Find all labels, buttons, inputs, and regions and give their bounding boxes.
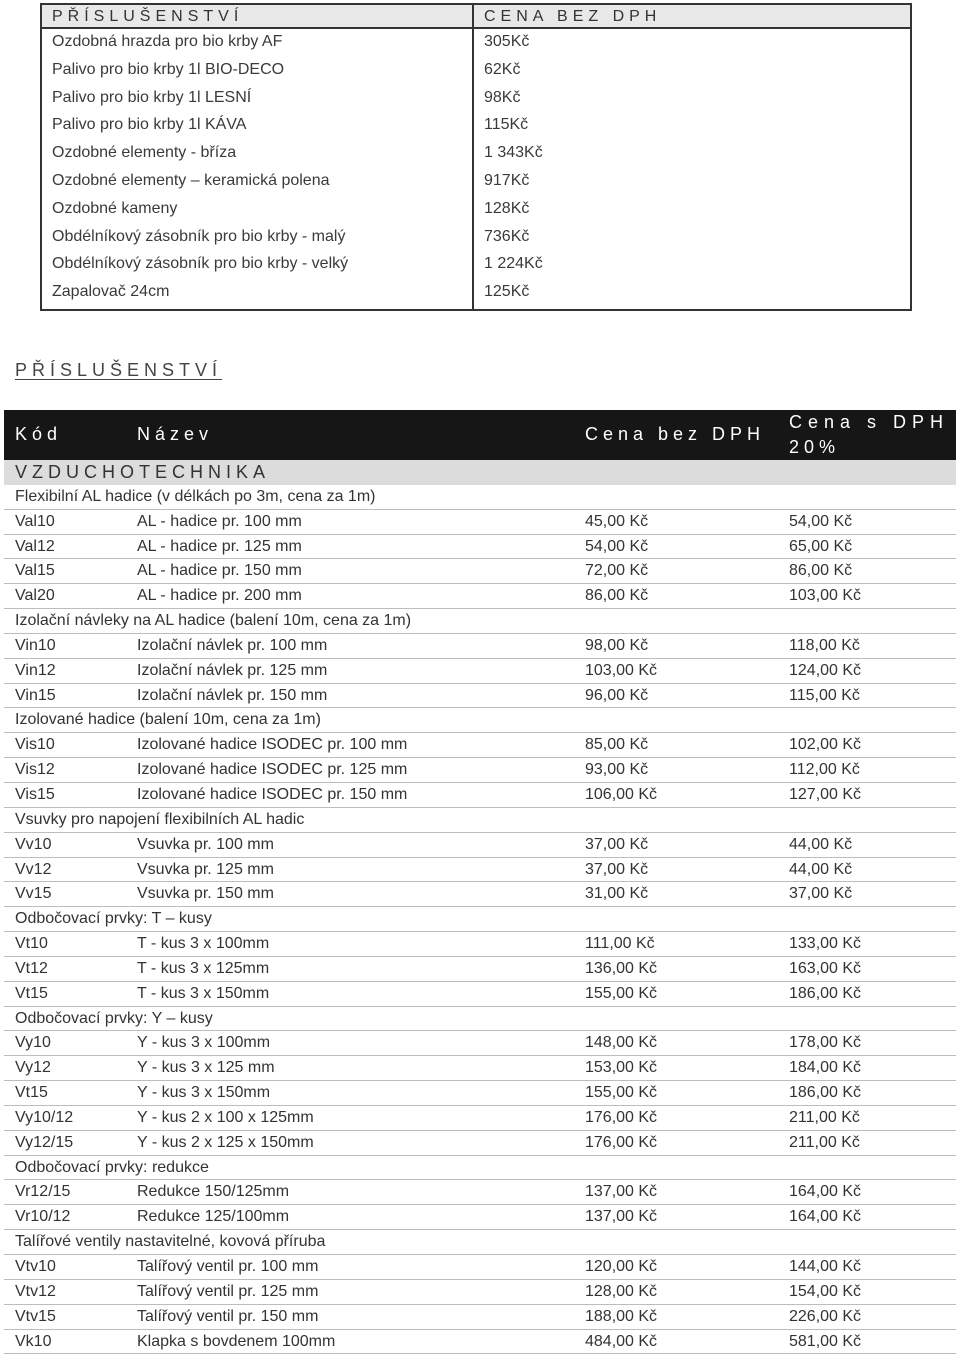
item-name: Redukce 150/125mm bbox=[137, 1183, 290, 1201]
ventilation-price-table bbox=[4, 410, 956, 1354]
item-name: Ozdobná hrazda pro bio krby AF bbox=[41, 28, 473, 57]
item-name: Y - kus 3 x 150mm bbox=[137, 1084, 271, 1102]
item-price: 1 343Kč bbox=[473, 140, 911, 168]
header-accessory: PŘÍSLUŠENSTVÍ bbox=[41, 4, 473, 28]
item-code: Vv15 bbox=[15, 885, 52, 903]
group-title: Izolační návleky na AL hadice (balení 10m, cena za 1m) bbox=[15, 612, 412, 630]
item-name: Izolační návlek pr. 100 mm bbox=[137, 636, 328, 654]
table-row bbox=[4, 783, 956, 808]
price-with-vat: 211,00 Kč bbox=[789, 1133, 860, 1151]
price-no-vat: 85,00 Kč bbox=[585, 736, 649, 754]
group-title-row bbox=[4, 708, 956, 733]
price-no-vat: 176,00 Kč bbox=[585, 1108, 658, 1126]
price-no-vat: 45,00 Kč bbox=[585, 512, 649, 530]
item-name: T - kus 3 x 100mm bbox=[137, 935, 270, 953]
item-price: 115Kč bbox=[473, 112, 911, 140]
table-row bbox=[4, 684, 956, 709]
header-code: Kód bbox=[15, 424, 63, 444]
item-name: Vsuvka pr. 100 mm bbox=[137, 835, 274, 853]
item-name: Palivo pro bio krby 1l BIO-DECO bbox=[41, 57, 473, 85]
table-row bbox=[4, 1180, 956, 1205]
price-no-vat: 37,00 Kč bbox=[585, 835, 649, 853]
item-price: 128Kč bbox=[473, 196, 911, 224]
group-title-row bbox=[4, 808, 956, 833]
price-no-vat: 93,00 Kč bbox=[585, 761, 649, 779]
table-row bbox=[4, 510, 956, 535]
table-row bbox=[41, 57, 911, 85]
table-row bbox=[4, 1255, 956, 1280]
item-name: Palivo pro bio krby 1l KÁVA bbox=[41, 112, 473, 140]
header-price-vat: Cena s DPH bbox=[789, 412, 950, 432]
price-with-vat: 44,00 Kč bbox=[789, 835, 853, 853]
table-row bbox=[4, 833, 956, 858]
price-with-vat: 127,00 Kč bbox=[789, 785, 862, 803]
item-code: Vis12 bbox=[15, 761, 55, 779]
price-with-vat: 54,00 Kč bbox=[789, 512, 853, 530]
item-name: Vsuvka pr. 125 mm bbox=[137, 860, 274, 878]
table-row bbox=[4, 932, 956, 957]
price-no-vat: 176,00 Kč bbox=[585, 1133, 658, 1151]
group-title: Odbočovací prvky: Y – kusy bbox=[15, 1009, 213, 1027]
item-name: AL - hadice pr. 125 mm bbox=[137, 537, 302, 555]
price-no-vat: 153,00 Kč bbox=[585, 1059, 658, 1077]
item-code: Vv10 bbox=[15, 835, 52, 853]
item-name: Izolační návlek pr. 150 mm bbox=[137, 686, 328, 704]
table-row bbox=[4, 858, 956, 883]
table-row bbox=[41, 279, 911, 310]
table-row bbox=[41, 168, 911, 196]
item-name: AL - hadice pr. 100 mm bbox=[137, 512, 302, 530]
header-name: Název bbox=[137, 424, 214, 444]
price-with-vat: 186,00 Kč bbox=[789, 1084, 862, 1102]
item-code: Vt12 bbox=[15, 959, 48, 977]
item-name: Palivo pro bio krby 1l LESNÍ bbox=[41, 85, 473, 113]
item-name: Ozdobné elementy - bříza bbox=[41, 140, 473, 168]
accessories-price-table bbox=[40, 3, 912, 311]
category-row bbox=[4, 460, 956, 485]
item-code: Vk10 bbox=[15, 1332, 52, 1350]
group-title: Odbočovací prvky: redukce bbox=[15, 1158, 209, 1176]
price-with-vat: 115,00 Kč bbox=[789, 686, 860, 704]
item-name: T - kus 3 x 150mm bbox=[137, 984, 270, 1002]
table-row bbox=[41, 85, 911, 113]
table-row bbox=[4, 1131, 956, 1156]
table-row bbox=[4, 1305, 956, 1330]
table-row bbox=[4, 659, 956, 684]
price-no-vat: 155,00 Kč bbox=[585, 1084, 658, 1102]
price-with-vat: 226,00 Kč bbox=[789, 1307, 862, 1325]
price-with-vat: 211,00 Kč bbox=[789, 1108, 860, 1126]
table-row bbox=[41, 196, 911, 224]
item-name: Talířový ventil pr. 125 mm bbox=[137, 1282, 319, 1300]
item-name: Redukce 125/100mm bbox=[137, 1208, 290, 1226]
table-row bbox=[4, 1056, 956, 1081]
item-name: Vsuvka pr. 150 mm bbox=[137, 885, 274, 903]
table-row bbox=[4, 1330, 956, 1355]
price-no-vat: 86,00 Kč bbox=[585, 587, 649, 605]
price-with-vat: 581,00 Kč bbox=[789, 1332, 862, 1350]
table-row bbox=[4, 559, 956, 584]
price-no-vat: 148,00 Kč bbox=[585, 1034, 658, 1052]
table-row bbox=[4, 584, 956, 609]
item-name: AL - hadice pr. 200 mm bbox=[137, 587, 302, 605]
item-name: Ozdobné elementy – keramická polena bbox=[41, 168, 473, 196]
item-code: Val15 bbox=[15, 562, 55, 580]
item-code: Val20 bbox=[15, 587, 55, 605]
item-price: 1 224Kč bbox=[473, 251, 911, 279]
group-title: Flexibilní AL hadice (v délkách po 3m, cena za 1m) bbox=[15, 487, 376, 505]
item-name: Izolované hadice ISODEC pr. 100 mm bbox=[137, 736, 408, 754]
price-no-vat: 120,00 Kč bbox=[585, 1258, 658, 1275]
table-header bbox=[4, 410, 956, 460]
item-name: Klapka s bovdenem 100mm bbox=[137, 1332, 336, 1350]
table-row bbox=[4, 758, 956, 783]
price-with-vat: 86,00 Kč bbox=[789, 562, 853, 580]
item-code: Vis15 bbox=[15, 785, 55, 803]
item-name: Y - kus 2 x 100 x 125mm bbox=[137, 1108, 314, 1126]
item-code: Vy12 bbox=[15, 1059, 51, 1077]
table-row bbox=[4, 535, 956, 560]
group-title-row bbox=[4, 907, 956, 932]
item-name: Zapalovač 24cm bbox=[41, 279, 473, 310]
table-row bbox=[41, 251, 911, 279]
price-with-vat: 184,00 Kč bbox=[789, 1059, 862, 1077]
item-code: Vtv12 bbox=[15, 1282, 56, 1300]
item-name: Talířový ventil pr. 150 mm bbox=[137, 1307, 319, 1325]
price-with-vat: 65,00 Kč bbox=[789, 537, 853, 555]
price-with-vat: 154,00 Kč bbox=[789, 1282, 862, 1300]
item-name: Obdélníkový zásobník pro bio krby - velký bbox=[41, 251, 473, 279]
price-with-vat: 164,00 Kč bbox=[789, 1183, 862, 1201]
table-row bbox=[4, 1081, 956, 1106]
item-name: Talířový ventil pr. 100 mm bbox=[137, 1258, 319, 1275]
price-no-vat: 111,00 Kč bbox=[585, 935, 655, 953]
item-code: Vin10 bbox=[15, 636, 56, 654]
group-title-row bbox=[4, 485, 956, 510]
item-code: Vr12/15 bbox=[15, 1183, 71, 1201]
price-no-vat: 136,00 Kč bbox=[585, 959, 658, 977]
item-code: Vt10 bbox=[15, 935, 48, 953]
price-no-vat: 155,00 Kč bbox=[585, 984, 658, 1002]
price-with-vat: 133,00 Kč bbox=[789, 935, 862, 953]
item-code: Vin15 bbox=[15, 686, 56, 704]
item-code: Vis10 bbox=[15, 736, 55, 754]
table-row bbox=[41, 224, 911, 252]
item-name: Izolační návlek pr. 125 mm bbox=[137, 661, 328, 679]
item-code: Vtv15 bbox=[15, 1307, 56, 1325]
group-title-row bbox=[4, 1156, 956, 1181]
table-row bbox=[4, 957, 956, 982]
table-header bbox=[41, 4, 911, 28]
item-price: 917Kč bbox=[473, 168, 911, 196]
price-no-vat: 128,00 Kč bbox=[585, 1282, 658, 1300]
table-row bbox=[4, 1205, 956, 1230]
item-price: 736Kč bbox=[473, 224, 911, 252]
price-no-vat: 106,00 Kč bbox=[585, 785, 658, 803]
item-name: Y - kus 2 x 125 x 150mm bbox=[137, 1133, 314, 1151]
item-code: Vv12 bbox=[15, 860, 52, 878]
item-price: 125Kč bbox=[473, 279, 911, 310]
item-price: 62Kč bbox=[473, 57, 911, 85]
item-name: Izolované hadice ISODEC pr. 125 mm bbox=[137, 761, 408, 779]
group-title: Talířové ventily nastavitelné, kovová příruba bbox=[15, 1233, 326, 1251]
item-name: T - kus 3 x 125mm bbox=[137, 959, 270, 977]
table-row bbox=[41, 28, 911, 57]
price-no-vat: 484,00 Kč bbox=[585, 1332, 658, 1350]
price-no-vat: 37,00 Kč bbox=[585, 860, 649, 878]
group-title: Izolované hadice (balení 10m, cena za 1m) bbox=[15, 711, 321, 729]
item-code: Vy12/15 bbox=[15, 1133, 74, 1151]
item-price: 305Kč bbox=[473, 28, 911, 57]
price-no-vat: 72,00 Kč bbox=[585, 562, 649, 580]
table-row bbox=[4, 634, 956, 659]
item-name: Ozdobné kameny bbox=[41, 196, 473, 224]
item-price: 98Kč bbox=[473, 85, 911, 113]
price-with-vat: 124,00 Kč bbox=[789, 661, 862, 679]
price-no-vat: 103,00 Kč bbox=[585, 661, 658, 679]
price-with-vat: 102,00 Kč bbox=[789, 736, 862, 754]
item-name: Y - kus 3 x 100mm bbox=[137, 1034, 271, 1052]
table-row bbox=[4, 1031, 956, 1056]
item-code: Vtv10 bbox=[15, 1258, 56, 1275]
price-with-vat: 37,00 Kč bbox=[789, 885, 853, 903]
price-with-vat: 186,00 Kč bbox=[789, 984, 862, 1002]
price-no-vat: 137,00 Kč bbox=[585, 1183, 658, 1201]
price-with-vat: 103,00 Kč bbox=[789, 587, 862, 605]
item-code: Vr10/12 bbox=[15, 1208, 71, 1226]
price-no-vat: 54,00 Kč bbox=[585, 537, 649, 555]
header-price-vat-rate: 20% bbox=[789, 437, 841, 457]
price-no-vat: 188,00 Kč bbox=[585, 1307, 658, 1325]
item-code: Vt15 bbox=[15, 984, 48, 1002]
price-with-vat: 164,00 Kč bbox=[789, 1208, 862, 1226]
item-name: AL - hadice pr. 150 mm bbox=[137, 562, 302, 580]
item-name: Y - kus 3 x 125 mm bbox=[137, 1059, 275, 1077]
item-code: Vin12 bbox=[15, 661, 56, 679]
price-no-vat: 137,00 Kč bbox=[585, 1208, 658, 1226]
price-with-vat: 118,00 Kč bbox=[789, 636, 860, 654]
item-code: Vy10/12 bbox=[15, 1108, 74, 1126]
price-with-vat: 163,00 Kč bbox=[789, 959, 862, 977]
header-price-no-vat: Cena bez DPH bbox=[585, 424, 766, 444]
price-with-vat: 144,00 Kč bbox=[789, 1258, 862, 1275]
group-title: Vsuvky pro napojení flexibilních AL hadic bbox=[15, 810, 305, 828]
table-row bbox=[41, 140, 911, 168]
group-title-row bbox=[4, 1230, 956, 1255]
item-name: Izolované hadice ISODEC pr. 150 mm bbox=[137, 785, 408, 803]
price-no-vat: 96,00 Kč bbox=[585, 686, 649, 704]
price-no-vat: 98,00 Kč bbox=[585, 636, 649, 654]
item-code: Vt15 bbox=[15, 1084, 48, 1102]
price-with-vat: 44,00 Kč bbox=[789, 860, 853, 878]
item-code: Vy10 bbox=[15, 1034, 51, 1052]
section-title: PŘÍSLUŠENSTVÍ bbox=[15, 360, 223, 380]
table-row bbox=[41, 112, 911, 140]
table-row bbox=[4, 733, 956, 758]
group-title-row bbox=[4, 1007, 956, 1032]
header-price: CENA BEZ DPH bbox=[473, 4, 911, 28]
price-with-vat: 178,00 Kč bbox=[789, 1034, 862, 1052]
item-code: Val12 bbox=[15, 537, 55, 555]
group-title-row bbox=[4, 609, 956, 634]
table-row bbox=[4, 882, 956, 907]
item-code: Val10 bbox=[15, 512, 55, 530]
price-with-vat: 112,00 Kč bbox=[789, 761, 860, 779]
table-row bbox=[4, 1106, 956, 1131]
group-title: Odbočovací prvky: T – kusy bbox=[15, 910, 212, 928]
category-label: VZDUCHOTECHNIKA bbox=[15, 462, 271, 482]
table-row bbox=[4, 982, 956, 1007]
price-no-vat: 31,00 Kč bbox=[585, 885, 649, 903]
item-name: Obdélníkový zásobník pro bio krby - malý bbox=[41, 224, 473, 252]
table-row bbox=[4, 1280, 956, 1305]
